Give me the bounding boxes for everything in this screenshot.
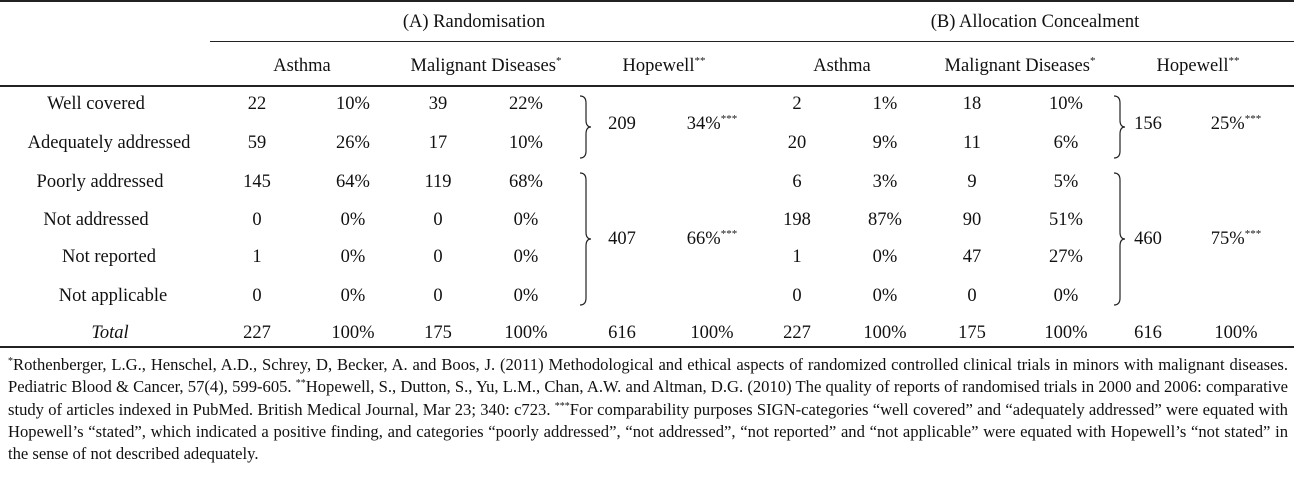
row-label: Well covered xyxy=(47,94,145,114)
cell: 0 xyxy=(433,247,443,267)
group-malignant-a: Malignant Diseases* xyxy=(410,55,562,76)
cell: 20 xyxy=(787,133,807,153)
cell: 0% xyxy=(872,286,898,306)
total-cell: 175 xyxy=(424,323,452,343)
total-cell: 175 xyxy=(958,323,986,343)
hopewell-a-notstated-p: 66%*** xyxy=(686,228,738,249)
cell: 0% xyxy=(513,247,539,267)
group-malignant-b: Malignant Diseases* xyxy=(944,55,1096,76)
cell: 17 xyxy=(428,133,448,153)
row-label: Poorly addressed xyxy=(36,172,164,192)
cell: 5% xyxy=(1053,172,1079,192)
cell: 0 xyxy=(252,210,262,230)
cell: 90 xyxy=(962,210,982,230)
cell: 39 xyxy=(428,94,448,114)
total-cell: 100% xyxy=(1214,323,1258,343)
cell: 145 xyxy=(243,172,271,192)
brace-b-notstated xyxy=(1112,172,1126,306)
cell: 27% xyxy=(1049,247,1083,267)
total-cell: 227 xyxy=(243,323,271,343)
cell: 10% xyxy=(1049,94,1083,114)
brace-a-notstated xyxy=(578,172,592,306)
total-cell: 227 xyxy=(783,323,811,343)
section-allocation-concealment: (B) Allocation Concealment xyxy=(930,12,1140,32)
cell: 0% xyxy=(340,247,366,267)
cell: 6 xyxy=(792,172,802,192)
cell: 0% xyxy=(1053,286,1079,306)
total-cell: 616 xyxy=(1134,323,1162,343)
cell: 1 xyxy=(252,247,262,267)
cell: 0 xyxy=(967,286,977,306)
cell: 9 xyxy=(967,172,977,192)
cell: 1 xyxy=(792,247,802,267)
total-label: Total xyxy=(91,323,129,343)
cell: 11 xyxy=(963,133,981,153)
cell: 0 xyxy=(433,286,443,306)
cell: 1% xyxy=(872,94,898,114)
cell: 6% xyxy=(1053,133,1079,153)
cell: 0 xyxy=(433,210,443,230)
cell: 0% xyxy=(872,247,898,267)
cell: 22 xyxy=(247,94,267,114)
cell: 0% xyxy=(513,210,539,230)
brace-b-stated xyxy=(1112,95,1126,159)
hopewell-b-notstated-p: 75%*** xyxy=(1210,228,1262,249)
cell: 3% xyxy=(872,172,898,192)
group-asthma-a: Asthma xyxy=(273,56,331,76)
cell: 47 xyxy=(962,247,982,267)
cell: 9% xyxy=(872,133,898,153)
cell: 59 xyxy=(247,133,267,153)
cell: 26% xyxy=(336,133,370,153)
total-cell: 100% xyxy=(331,323,375,343)
total-cell: 100% xyxy=(504,323,548,343)
row-label: Not reported xyxy=(61,247,157,267)
group-asthma-b: Asthma xyxy=(813,56,871,76)
cell: 2 xyxy=(792,94,802,114)
hopewell-b-stated-p: 25%*** xyxy=(1210,113,1262,134)
section-randomisation: (A) Randomisation xyxy=(402,12,546,32)
cell: 0% xyxy=(340,286,366,306)
total-cell: 100% xyxy=(1044,323,1088,343)
hopewell-a-stated-n: 209 xyxy=(608,114,636,134)
cell: 51% xyxy=(1049,210,1083,230)
cell: 18 xyxy=(962,94,982,114)
hopewell-b-notstated-n: 460 xyxy=(1134,229,1162,249)
cell: 22% xyxy=(509,94,543,114)
cell: 198 xyxy=(783,210,811,230)
cell: 0 xyxy=(252,286,262,306)
group-hopewell-a: Hopewell** xyxy=(622,55,706,76)
cell: 119 xyxy=(424,172,452,192)
total-cell: 100% xyxy=(690,323,734,343)
header-rule xyxy=(0,85,1294,87)
cell: 87% xyxy=(868,210,902,230)
table-footnote: *Rothenberger, L.G., Henschel, A.D., Schrey, D, Becker, A. and Boos, J. (2011) Methodological and ethical aspects of randomized controlled clinical trials in minors with malignant diseases. Pediatric Blood & Cancer, 57(4), 599-605. **Hopewell, S., Dutton, S., Yu, L.M., Chan, A.W. and Altman, D.G. (2010) The quality of reports of randomised trials in 2000 and 2006: comparative study of articles indexed in PubMed. British Medical Journal, Mar 23; 340: c723. ***For comparability purposes SIGN-categories “well covered” and “adequately addressed” were equated with Hopewell’s “stated”, which indicated a positive finding, and categories “poorly addressed”, “not addressed”, “not reported” and “not applicable” were equated with Hopewell’s “not stated” in the sense of not described adequately. xyxy=(8,355,1288,464)
cell: 64% xyxy=(336,172,370,192)
row-label: Not applicable xyxy=(58,286,168,306)
bottom-rule xyxy=(0,346,1294,348)
hopewell-a-notstated-n: 407 xyxy=(608,229,636,249)
brace-a-stated xyxy=(578,95,592,159)
cell: 10% xyxy=(336,94,370,114)
total-cell: 616 xyxy=(608,323,636,343)
cell: 10% xyxy=(509,133,543,153)
hopewell-b-stated-n: 156 xyxy=(1134,114,1162,134)
total-cell: 100% xyxy=(863,323,907,343)
row-label: Not addressed xyxy=(43,210,149,230)
cell: 0% xyxy=(340,210,366,230)
cell: 0% xyxy=(513,286,539,306)
group-hopewell-b: Hopewell** xyxy=(1156,55,1240,76)
section-underline xyxy=(210,41,1294,42)
cell: 68% xyxy=(509,172,543,192)
cell: 0 xyxy=(792,286,802,306)
top-rule xyxy=(0,0,1294,2)
row-label: Adequately addressed xyxy=(27,133,191,153)
hopewell-a-stated-p: 34%*** xyxy=(686,113,738,134)
